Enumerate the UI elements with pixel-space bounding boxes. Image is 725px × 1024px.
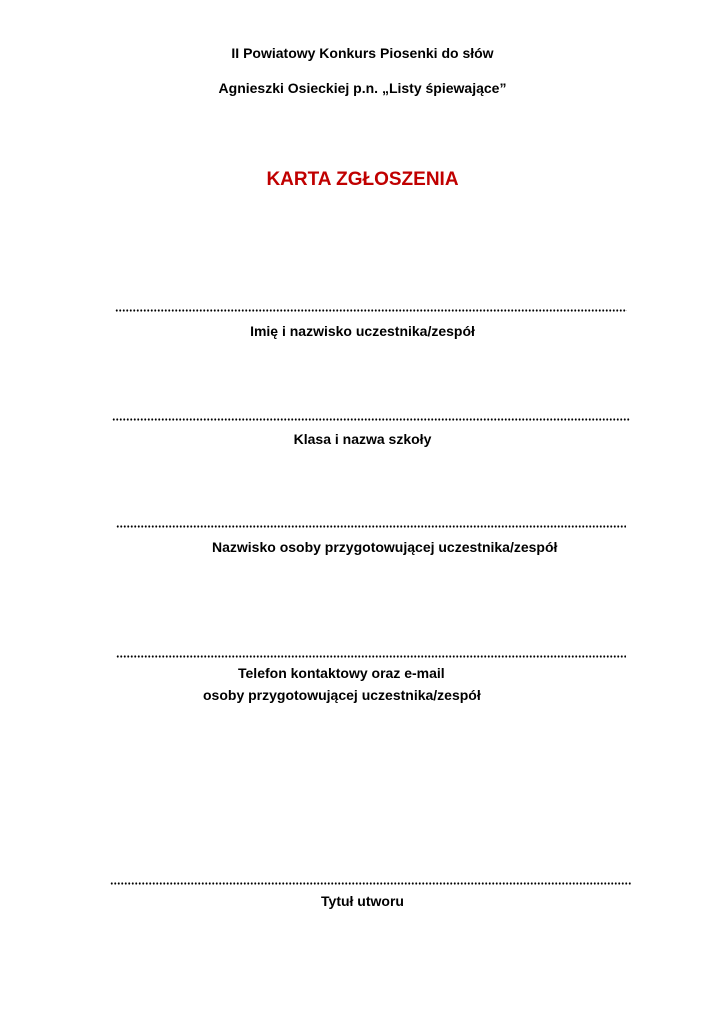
class-school-dotted-line[interactable] [112, 418, 630, 421]
teacher-name-dotted-line[interactable] [116, 525, 626, 528]
song-title-dotted-line[interactable] [110, 882, 631, 885]
contest-name-line-1: II Powiatowy Konkurs Piosenki do słów [231, 45, 494, 61]
teacher-name-label: Nazwisko osoby przygotowującej uczestnika/zespół [212, 539, 558, 555]
contact-label-line-1: Telefon kontaktowy oraz e-mail [238, 665, 445, 681]
contest-name-line-2: Agnieszki Osieckiej p.n. „Listy śpiewające” [218, 80, 507, 96]
song-title-label: Tytuł utworu [321, 893, 404, 909]
contact-label-line-2: osoby przygotowującej uczestnika/zespół [203, 687, 481, 703]
class-school-label: Klasa i nazwa szkoły [293, 431, 432, 447]
participant-name-label: Imię i nazwisko uczestnika/zespół [250, 323, 475, 339]
form-title: KARTA ZGŁOSZENIA [266, 169, 459, 190]
participant-name-dotted-line[interactable] [115, 309, 627, 312]
contact-dotted-line[interactable] [116, 655, 626, 658]
